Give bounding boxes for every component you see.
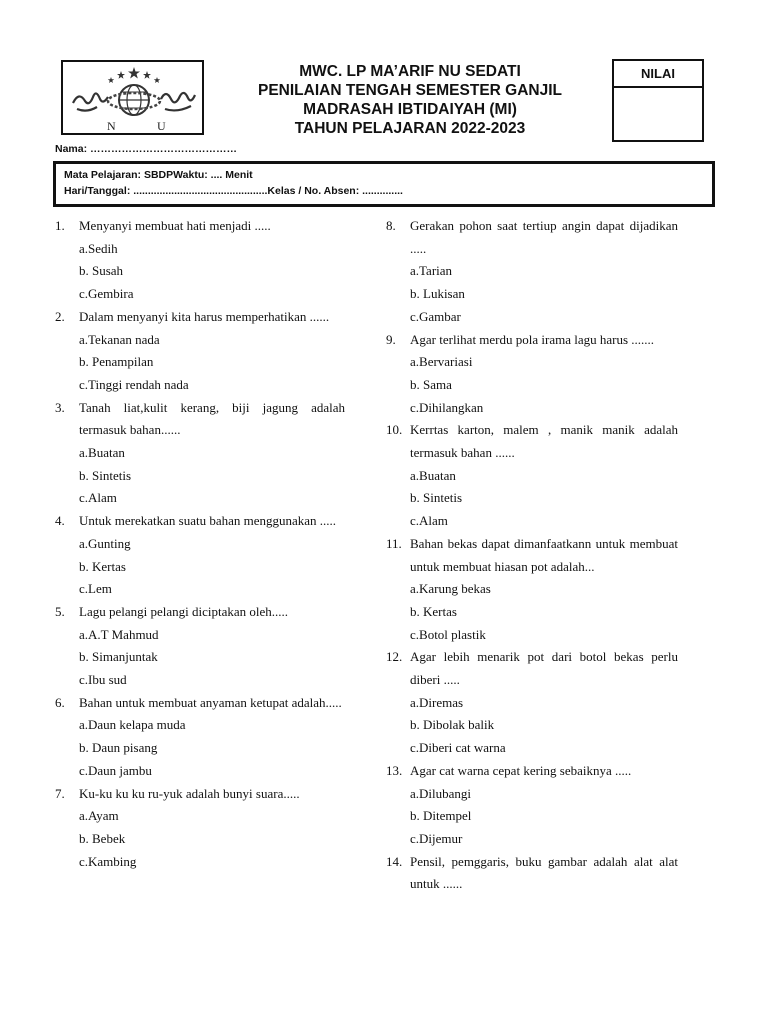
- answer-option: c.Dihilangkan: [410, 399, 484, 415]
- question-item: [386, 851, 678, 896]
- question-number: 13.: [386, 762, 403, 778]
- answer-option: c.Lem: [79, 581, 112, 597]
- header-line-3: MADRASAH IBTIDAIYAH (MI): [303, 101, 517, 118]
- question-item: [55, 306, 345, 329]
- score-box: [612, 59, 704, 142]
- answer-option: b. Kertas: [79, 558, 126, 574]
- answer-option: a.Dilubangi: [410, 785, 472, 801]
- question-number: 12.: [386, 649, 403, 665]
- answer-option: b. Simanjuntak: [79, 649, 158, 665]
- answer-option: c.Botol plastik: [410, 626, 486, 642]
- subject-duration-line: Mata Pelajaran: SBDPWaktu: .... Menit: [64, 169, 253, 181]
- question-item: [55, 510, 345, 533]
- answer-option: c.Gambar: [410, 308, 461, 324]
- question-number: 11.: [386, 535, 402, 551]
- answer-option: a.Daun kelapa muda: [79, 717, 186, 733]
- answer-option: b. Sintetis: [79, 467, 132, 483]
- answer-option: a.Gunting: [79, 535, 131, 551]
- question-item: [386, 646, 678, 691]
- question-number: 2.: [55, 308, 65, 324]
- answer-option: b. Bebek: [79, 830, 126, 846]
- answer-option: b. Sama: [410, 376, 452, 392]
- question-item: [55, 783, 345, 806]
- question-item: [386, 329, 678, 352]
- answer-option: c.Gembira: [79, 286, 134, 302]
- question-number: 7.: [55, 785, 65, 801]
- answer-option: c.Alam: [79, 490, 117, 506]
- header-line-2: PENILAIAN TENGAH SEMESTER GANJIL: [258, 82, 562, 99]
- question-text: Bahan bekas dapat dimanfaatkann untuk membuat untuk membuat hiasan pot adalah...: [410, 535, 678, 574]
- question-item: [386, 533, 678, 578]
- question-item: [55, 692, 345, 715]
- question-text: Agar terlihat merdu pola irama lagu harus .......: [410, 331, 655, 347]
- answer-option: c.Tinggi rendah nada: [79, 376, 189, 392]
- question-text: Bahan untuk membuat anyaman ketupat adalah.....: [79, 694, 342, 710]
- question-item: [386, 215, 678, 260]
- question-item: [55, 215, 345, 238]
- header-line-4: TAHUN PELAJARAN 2022-2023: [294, 120, 526, 137]
- answer-option: a.Buatan: [410, 467, 456, 483]
- answer-option: a.Diremas: [410, 694, 464, 710]
- question-number: 5.: [55, 603, 65, 619]
- question-text: Agar lebih menarik pot dari botol bekas perlu diberi .....: [410, 649, 678, 688]
- score-label: NILAI: [614, 61, 702, 88]
- logo-letter-n: N: [107, 119, 116, 133]
- answer-option: b. Ditempel: [410, 808, 472, 824]
- header-line-1: MWC. LP MA’ARIF NU SEDATI: [299, 63, 521, 80]
- question-text: Untuk merekatkan suatu bahan menggunakan .....: [79, 513, 337, 529]
- nu-logo-box: [61, 60, 204, 135]
- answer-option: a.Bervariasi: [410, 354, 473, 370]
- questions-column-left: [55, 215, 345, 873]
- answer-option: b. Kertas: [410, 603, 457, 619]
- answer-option: a.Karung bekas: [410, 581, 491, 597]
- answer-option: c.Diberi cat warna: [410, 740, 506, 756]
- exam-info-box: [53, 161, 715, 207]
- answer-option: b. Lukisan: [410, 286, 465, 302]
- answer-option: b. Susah: [79, 263, 124, 279]
- question-number: 14.: [386, 853, 403, 869]
- answer-option: c.Daun jambu: [79, 762, 152, 778]
- question-number: 6.: [55, 694, 65, 710]
- questions-column-right: [386, 215, 678, 896]
- answer-option: b. Daun pisang: [79, 740, 158, 756]
- question-number: 3.: [55, 399, 65, 415]
- question-text: Lagu pelangi pelangi diciptakan oleh.....: [79, 603, 289, 619]
- answer-option: c.Ibu sud: [79, 672, 127, 688]
- question-number: 1.: [55, 218, 65, 233]
- answer-option: b. Penampilan: [79, 354, 154, 370]
- answer-option: c.Kambing: [79, 853, 137, 869]
- question-number: 8.: [386, 218, 396, 233]
- question-item: [55, 601, 345, 624]
- answer-option: a.Ayam: [79, 808, 119, 824]
- answer-option: b. Dibolak balik: [410, 717, 495, 733]
- answer-option: a.Tekanan nada: [79, 331, 160, 347]
- question-text: Tanah liat,kulit kerang, biji jagung adalah termasuk bahan......: [79, 399, 345, 438]
- date-class-line: Hari/Tanggal: ..............................................Kelas / No. Absen: ..............: [64, 185, 403, 197]
- exam-header: [215, 62, 605, 138]
- question-number: 9.: [386, 331, 396, 347]
- logo-letter-u: U: [157, 119, 166, 133]
- question-item: [386, 760, 678, 783]
- question-text: Menyanyi membuat hati menjadi .....: [79, 218, 271, 233]
- question-item: [386, 419, 678, 464]
- nu-logo-icon: [67, 65, 202, 134]
- student-name-line: Nama: ……………………………………: [55, 143, 238, 155]
- answer-option: a.A.T Mahmud: [79, 626, 159, 642]
- answer-option: a.Tarian: [410, 263, 453, 279]
- answer-option: c.Dijemur: [410, 830, 463, 846]
- question-text: Gerakan pohon saat tertiup angin dapat dijadikan .....: [410, 218, 678, 256]
- question-item: [55, 397, 345, 442]
- question-text: Ku-ku ku ku ru-yuk adalah bunyi suara.....: [79, 785, 300, 801]
- answer-option: a.Buatan: [79, 445, 125, 461]
- question-number: 4.: [55, 513, 65, 529]
- answer-option: b. Sintetis: [410, 490, 463, 506]
- answer-option: a.Sedih: [79, 240, 118, 256]
- question-number: 10.: [386, 422, 403, 438]
- question-text: Pensil, pemggaris, buku gambar adalah alat alat untuk ......: [410, 853, 678, 892]
- question-text: Kerrtas karton, malem , manik manik adalah termasuk bahan ......: [410, 422, 678, 461]
- question-text: Dalam menyanyi kita harus memperhatikan ......: [79, 308, 330, 324]
- answer-option: c.Alam: [410, 513, 448, 529]
- question-text: Agar cat warna cepat kering sebaiknya .....: [410, 762, 632, 778]
